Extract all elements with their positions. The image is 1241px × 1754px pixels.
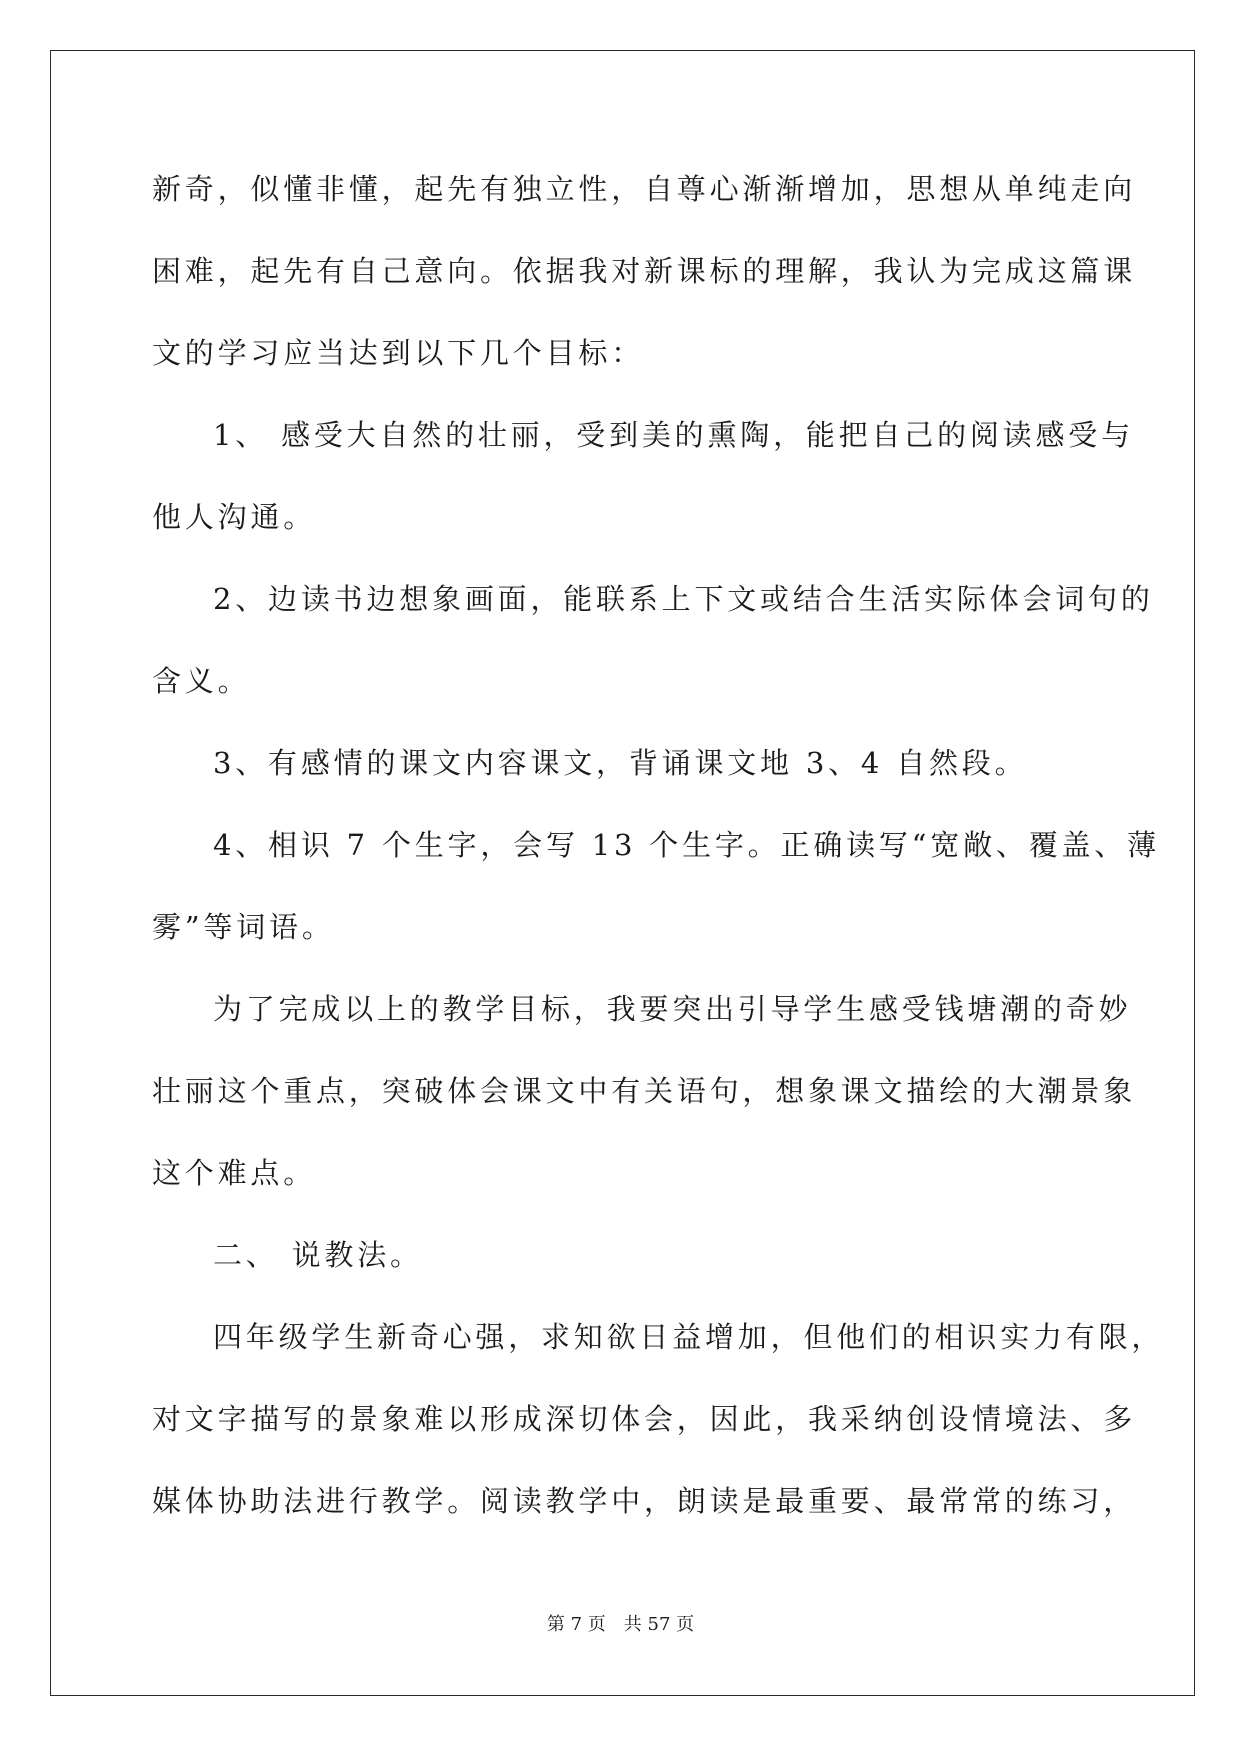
body-line-10: 雾”等词语。 (152, 910, 335, 944)
page-number-footer: 第 7 页 共 57 页 (546, 1614, 695, 1635)
body-line-5: 他人沟通。 (152, 500, 317, 534)
body-line-15: 四年级学生新奇心强，求知欲日益增加，但他们的相识实力有限， (213, 1320, 1165, 1354)
body-line-12: 壮丽这个重点，突破体会课文中有关语句，想象课文描绘的大潮景象 (152, 1074, 1137, 1108)
body-line-11: 为了完成以上的教学目标，我要突出引导学生感受钱塘潮的奇妙 (213, 992, 1132, 1026)
body-line-7: 含义。 (152, 664, 251, 698)
body-line-2: 困难，起先有自己意向。依据我对新课标的理解，我认为完成这篇课 (152, 254, 1137, 288)
body-line-1: 新奇，似懂非懂，起先有独立性，自尊心渐渐增加，思想从单纯走向 (152, 172, 1137, 206)
body-line-4: 1、 感受大自然的壮丽，受到美的熏陶，能把自己的阅读感受与 (213, 418, 1134, 452)
body-line-16: 对文字描写的景象难以形成深切体会，因此，我采纳创设情境法、多 (152, 1402, 1137, 1436)
page-border (50, 50, 1195, 1696)
body-line-9: 4、相识 7 个生字，会写 13 个生字。正确读写“宽敞、覆盖、薄 (213, 828, 1160, 862)
body-line-13: 这个难点。 (152, 1156, 317, 1190)
section-heading: 二、 说教法。 (213, 1238, 423, 1272)
body-line-17: 媒体协助法进行教学。阅读教学中，朗读是最重要、最常常的练习， (152, 1484, 1137, 1518)
body-line-6: 2、边读书边想象画面，能联系上下文或结合生活实际体会词句的 (213, 582, 1154, 616)
body-line-3: 文的学习应当达到以下几个目标： (152, 336, 645, 370)
body-line-8: 3、有感情的课文内容课文，背诵课文地 3、4 自然段。 (213, 746, 1028, 780)
